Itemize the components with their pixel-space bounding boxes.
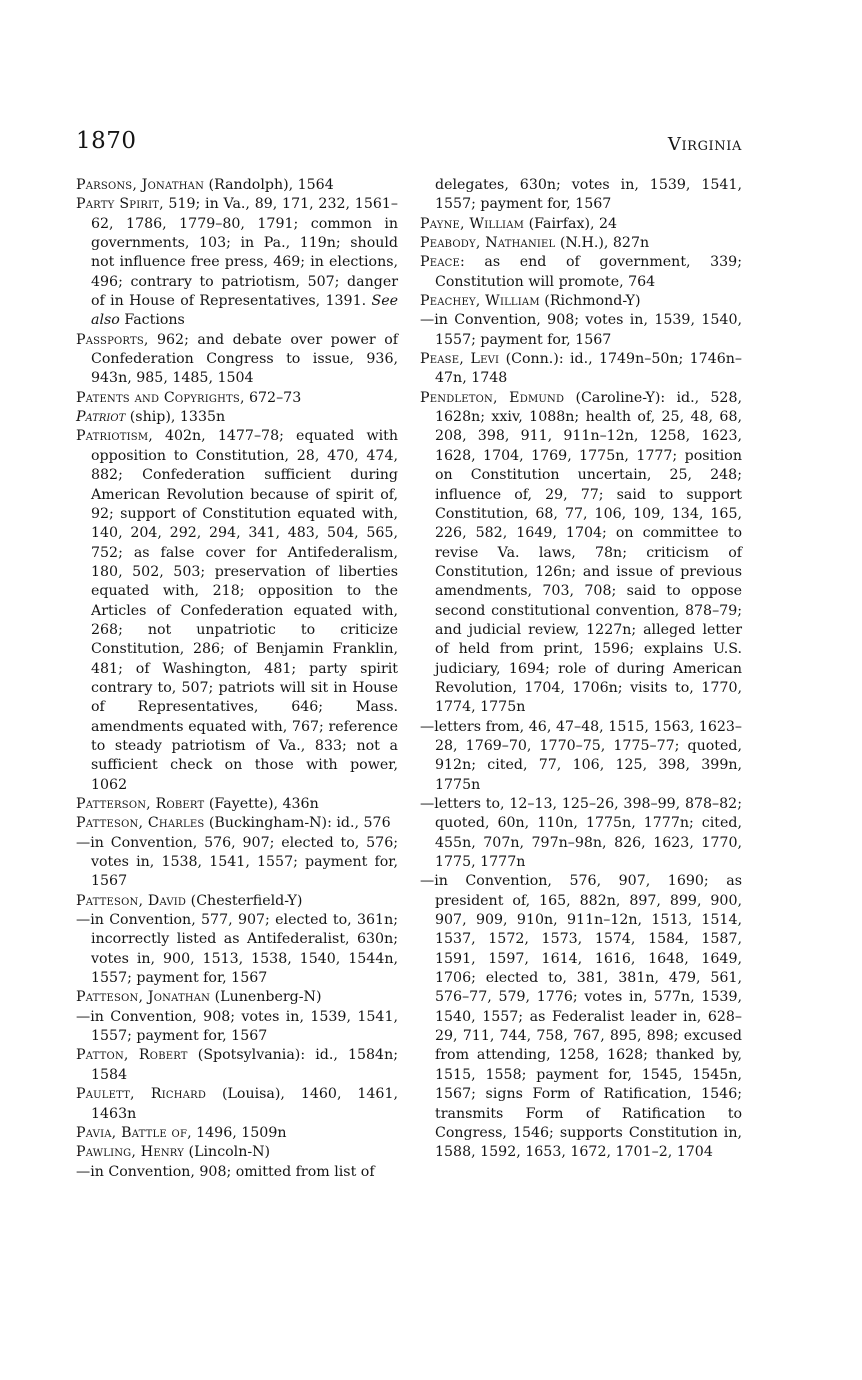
entry-text: (Lincoln-N) — [184, 1144, 271, 1161]
entry-text: —letters from, 46, 47–48, 1515, 1563, 1623–28, 1769–70, 1770–75, 1775–77; quoted, 912n; cited, 77, 106, 125, 398, 399n, 1775n — [420, 718, 742, 793]
entry-heading: Patteson, Jonathan — [76, 989, 211, 1006]
entry-heading: Pawling, Henry — [76, 1144, 185, 1161]
index-entry — [76, 1124, 398, 1143]
entry-heading: Pease, Levi — [420, 351, 500, 368]
index-entry — [76, 408, 398, 427]
entry-text: (Conn.): id., 1749n–50n; 1746n–47n, 1748 — [435, 351, 742, 387]
entry-text: —in Convention, 908; votes in, 1539, 1540, 1557; payment for, 1567 — [420, 312, 742, 348]
right-column — [420, 176, 742, 1163]
index-subentry — [420, 872, 742, 1162]
index-entry — [420, 253, 742, 292]
entry-text: (ship), 1335n — [125, 409, 226, 426]
entry-heading: Peace — [420, 254, 461, 271]
entry-heading: Peabody, Nathaniel — [420, 235, 556, 252]
cross-reference-label: See also — [91, 293, 398, 329]
index-subentry — [420, 795, 742, 872]
index-entry — [76, 892, 398, 911]
entry-heading: Paulett, Richard — [76, 1086, 207, 1103]
entry-text: —in Convention, 577, 907; elected to, 361n; incorrectly listed as Antifederalist, 630n; votes in, 900, 1513, 1538, 1540, 1544n, 1557; payment for, 1567 — [76, 912, 398, 987]
entry-text: : as end of government, 339; Constitution will promote, 764 — [435, 254, 742, 290]
index-entry — [76, 1046, 398, 1085]
index-subentry — [76, 1008, 398, 1047]
entry-text: (Caroline-Y): id., 528, 1628n; xxiv, 1088n; health of, 25, 48, 68, 208, 398, 911, 911n–12n, 1258, 1623, 1628, 1704, 1769, 1775n, 1777; position on Constitution uncertain, 25, 248; influence of, 29, 77; said to support Constitution, 68, 77, 106, 109, 134, 165, 226, 582, 1649, 1704; on committee to revise Va. laws, 78n; criticism of Constitution, 126n; and issue of previous amendments, 703, 708; said to oppose second constitutional convention, 878–79; and judicial review, 1227n; alleged letter of held from print, 1596; explains U.S. judiciary, 1694; role of during American Revolution, 1704, 1706n; visits to, 1770, 1774, 1775n — [435, 389, 742, 716]
entry-text: (Richmond-Y) — [539, 293, 641, 310]
index-entry — [420, 292, 742, 311]
entry-heading: Patteson, David — [76, 892, 187, 909]
index-entry — [420, 234, 742, 253]
page-number: 1870 — [76, 128, 137, 154]
entry-heading: Patterson, Robert — [76, 796, 205, 812]
entry-text: (Fayette), 436n — [204, 796, 319, 812]
entry-heading: Peachey, William — [420, 293, 540, 310]
entry-heading: Patents and Copyrights — [76, 389, 240, 406]
index-entry — [420, 389, 742, 718]
index-entry — [76, 795, 398, 814]
entry-text: , 402n, 1477–78; equated with opposition to Constitution, 28, 470, 474, 882; Confederation sufficient during American Revolution because of spirit of, 92; support of Constitution equated with, 140, 204, 292, 294, 341, 483, 504, 565, 752; as false cover for Antifederalism, 180, 502, 503; preservation of liberties equated with, 218; opposition to the Articles of Confederation equated with, 268; not unpatriotic to criticize Constitution, 286; of Benjamin Franklin, 481; of Washington, 481; party spirit contrary to, 507; patriots will sit in House of Representatives, 646; Mass. amendments equated with, 767; reference to steady patriotism of Va., 833; not a sufficient check on those with power, 1062 — [91, 428, 398, 793]
entry-heading: Pendleton, Edmund — [420, 389, 565, 406]
index-continuation — [420, 176, 742, 215]
index-subentry — [76, 1163, 398, 1182]
index-entry — [76, 195, 398, 330]
entry-heading: Payne, William — [420, 215, 525, 232]
entry-text: , 1496, 1509n — [187, 1124, 287, 1141]
entry-text: (Spotsylvania): id., 1584n; 1584 — [91, 1047, 398, 1083]
index-entry — [76, 427, 398, 795]
entry-text: , 962; and debate over power of Confederation Congress to issue, 936, 943n, 985, 1485, 1504 — [91, 331, 398, 387]
entry-heading: Parsons, Jonathan — [76, 177, 205, 193]
entry-text: (Chesterfield-Y) — [186, 892, 303, 909]
index-entry — [420, 215, 742, 234]
entry-text: —letters to, 12–13, 125–26, 398–99, 878–82; quoted, 60n, 110n, 1775n, 1777n; cited, 455n, 707n, 797n–98n, 826, 1623, 1770, 1775, 1777n — [420, 796, 742, 871]
index-entry — [76, 331, 398, 389]
page-header — [76, 128, 742, 162]
entry-heading: Patriot — [76, 409, 126, 426]
entry-heading: Passports — [76, 331, 144, 348]
entry-text: , 672–73 — [239, 389, 302, 406]
entry-heading: Party Spirit — [76, 196, 160, 213]
index-entry — [76, 814, 398, 833]
entry-text: (Fairfax), 24 — [524, 215, 618, 232]
index-subentry — [420, 718, 742, 795]
entry-text: —in Convention, 908; votes in, 1539, 1541, 1557; payment for, 1567 — [76, 1008, 398, 1045]
entry-text: (Louisa), 1460, 1461, 1463n — [91, 1086, 398, 1122]
index-entry — [420, 350, 742, 389]
index-entry — [76, 988, 398, 1007]
entry-text: (Randolph), 1564 — [204, 177, 334, 193]
entry-heading: Patton, Robert — [76, 1047, 188, 1064]
index-entry — [76, 1143, 398, 1162]
entry-heading: Patteson, Charles — [76, 815, 205, 832]
index-entry — [76, 389, 398, 408]
entry-text: —in Convention, 576, 907, 1690; as president of, 165, 882n, 897, 899, 900, 907, 909, 910n, 911n–12n, 1513, 1514, 1537, 1572, 1573, 1574, 1584, 1587, 1591, 1597, 1614, 1616, 1648, 1649, 1706; elected to, 381, 381n, 479, 561, 576–77, 579, 1776; votes in, 577n, 1539, 1540, 1557; as Federalist leader in, 628–29, 711, 744, 758, 767, 895, 898; excused from attending, 1258, 1628; thanked by, 1515, 1558; payment for, 1545, 1545n, 1567; signs Form of Ratification, 1546; transmits Form of Ratification to Congress, 1546; supports Constitution in, 1588, 1592, 1653, 1672, 1701–2, 1704 — [420, 873, 742, 1161]
entry-text: , 519; in Va., 89, 171, 232, 1561–62, 1786, 1779–80, 1791; common in governments, 103; in Pa., 119n; should not influence free press, 469; in elections, 496; contrary to patriotism, 507; danger of in House of Representatives, 1391. — [91, 196, 398, 310]
entry-text: (N.H.), 827n — [555, 235, 650, 252]
entry-text: —in Convention, 908; omitted from list of — [76, 1163, 375, 1180]
running-head: Virginia — [667, 134, 742, 155]
index-entry — [76, 176, 398, 195]
cross-reference-target: Factions — [119, 312, 185, 329]
index-entry — [76, 1085, 398, 1124]
index-subentry — [76, 834, 398, 892]
entry-heading: Patriotism — [76, 428, 149, 445]
entry-text: (Lunenberg-N) — [210, 989, 322, 1006]
entry-heading: Pavia, Battle of — [76, 1124, 188, 1141]
index-subentry — [420, 311, 742, 350]
left-column — [76, 176, 398, 1182]
entry-text: —in Convention, 576, 907; elected to, 576; votes in, 1538, 1541, 1557; payment for, 1567 — [76, 834, 398, 890]
entry-text: delegates, 630n; votes in, 1539, 1541, 1557; payment for, 1567 — [435, 177, 742, 213]
index-subentry — [76, 911, 398, 988]
entry-text: (Buckingham-N): id., 576 — [204, 815, 391, 832]
